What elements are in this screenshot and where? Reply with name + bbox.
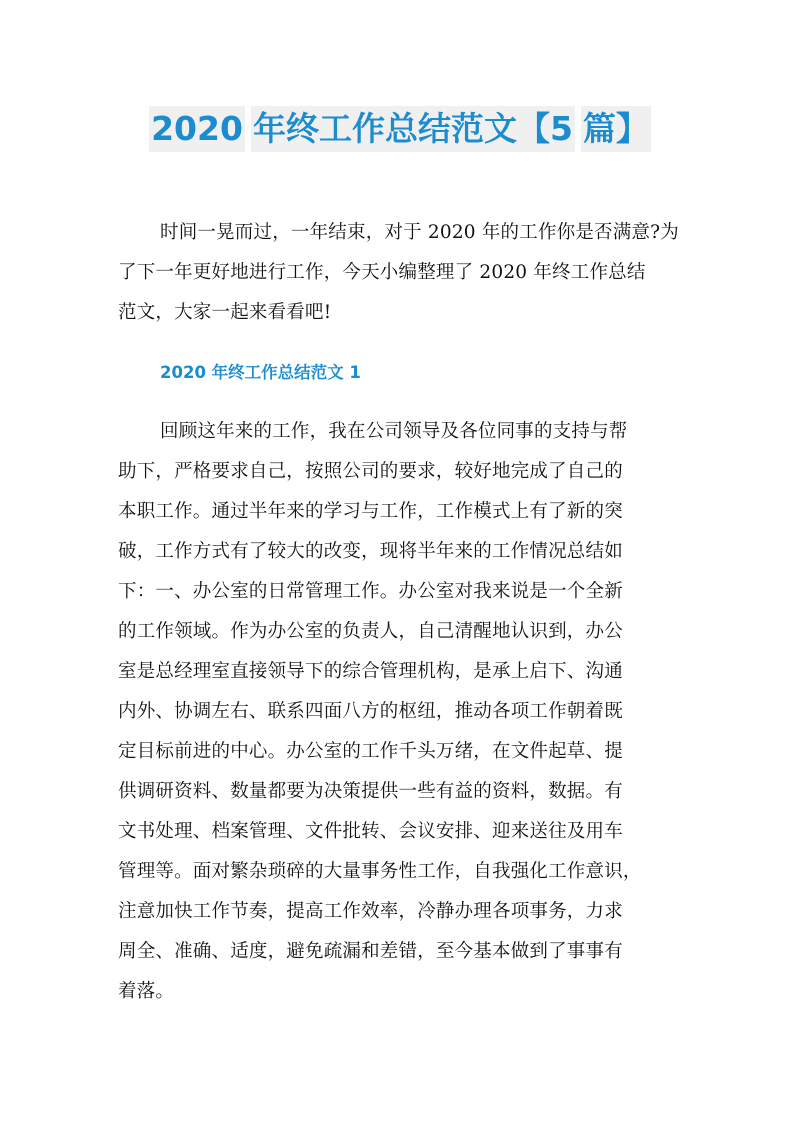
body-line: 本职工作。通过半年来的学习与工作，工作模式上有了新的突	[118, 501, 623, 522]
body-line: 周全、准确、适度，避免疏漏和差错，至今基本做到了事事有	[118, 941, 623, 962]
body-line: 回顾这年来的工作，我在公司领导及各位同事的支持与帮	[160, 421, 628, 442]
title-run-main: 年终工作总结范文【5	[251, 106, 575, 152]
body-line: 文书处理、档案管理、文件批转、会议安排、迎来送往及用车	[118, 821, 623, 842]
section-body-paragraph	[118, 412, 688, 1012]
body-line: 注意加快工作节奏，提高工作效率，冷静办理各项事务，力求	[118, 901, 623, 922]
body-line: 的工作领域。作为办公室的负责人，自己清醒地认识到，办公	[118, 621, 623, 642]
body-line: 下：一、办公室的日常管理工作。办公室对我来说是一个全新	[118, 581, 623, 602]
title-run-year: 2020	[149, 106, 245, 152]
body-line: 助下，严格要求自己，按照公司的要求，较好地完成了自己的	[118, 461, 623, 482]
section-heading: 2020 年终工作总结范文 1	[160, 363, 361, 382]
document-title	[0, 106, 800, 152]
body-line: 内外、协调左右、联系四面八方的枢纽，推动各项工作朝着既	[118, 701, 623, 722]
intro-paragraph	[118, 213, 688, 333]
body-line: 管理等。面对繁杂琐碎的大量事务性工作，自我强化工作意识，	[118, 861, 642, 882]
body-line: 着落。	[118, 981, 175, 1002]
body-line: 定目标前进的中心。办公室的工作千头万绪，在文件起草、提	[118, 741, 623, 762]
intro-line: 了下一年更好地进行工作，今天小编整理了 2020 年终工作总结	[118, 262, 646, 283]
title-run-end: 篇】	[581, 106, 651, 152]
body-line: 室是总经理室直接领导下的综合管理机构，是承上启下、沟通	[118, 661, 623, 682]
intro-line: 时间一晃而过，一年结束，对于 2020 年的工作你是否满意?为	[160, 222, 679, 243]
intro-line: 范文，大家一起来看看吧!	[118, 302, 332, 323]
body-line: 破，工作方式有了较大的改变，现将半年来的工作情况总结如	[118, 541, 623, 562]
body-line: 供调研资料、数量都要为决策提供一些有益的资料，数据。有	[118, 781, 623, 802]
